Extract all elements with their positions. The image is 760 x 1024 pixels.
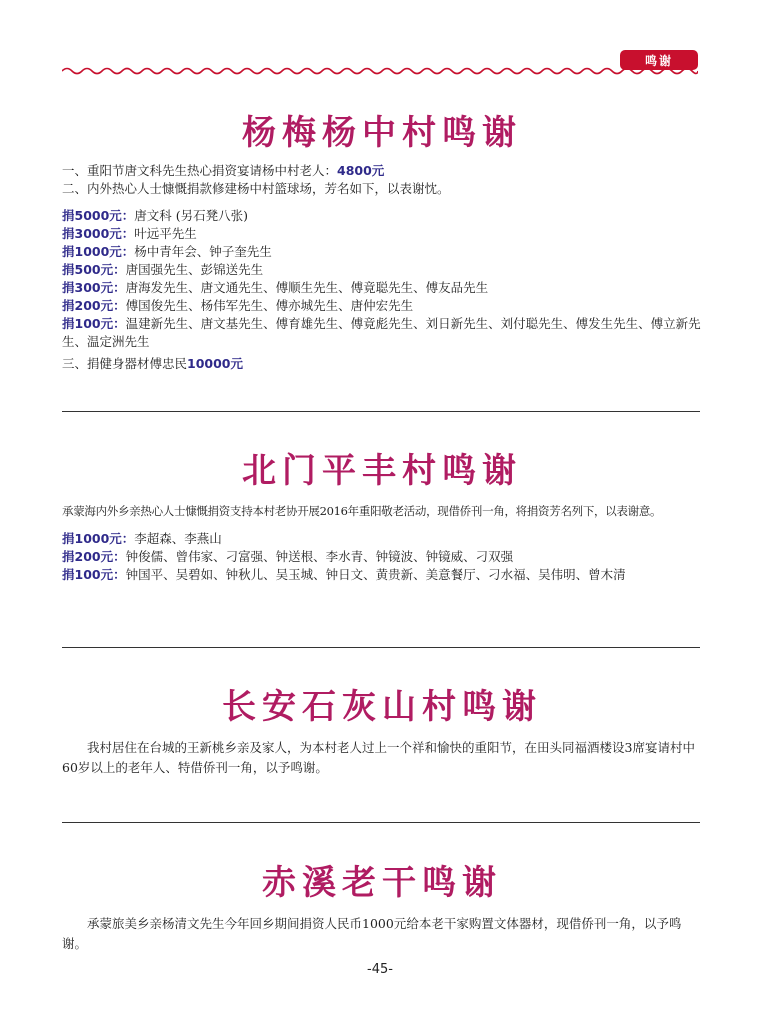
donation-row <box>62 566 702 584</box>
item-3-text: 三、捐健身器材傅忠民 <box>62 356 188 371</box>
donation-row <box>62 548 702 566</box>
donation-amount: 捐100元： <box>62 567 126 582</box>
donation-row <box>62 297 702 315</box>
donor-names: 唐文科 (另石凳八张) <box>134 208 249 223</box>
section-title: 赤溪老干鸣谢 <box>262 863 502 903</box>
donation-amount: 捐3000元： <box>62 226 135 241</box>
page-number: -45- <box>367 962 393 977</box>
donor-names: 温建新先生、唐文基先生、傅育雄先生、傅竟彪先生、刘日新先生、刘付聪先生、傅发生先生、傅立新先生、温定洲先生 <box>62 316 701 349</box>
item-1-amount: 4800元 <box>337 163 385 178</box>
section-divider <box>62 411 700 412</box>
section-yangzhong <box>62 112 702 373</box>
donation-amount: 捐200元： <box>62 298 126 313</box>
donation-row <box>62 315 702 351</box>
item-2: 二、内外热心人士慷慨捐款修建杨中村篮球场，芳名如下，以表谢忱。 <box>62 181 450 196</box>
donor-names: 叶远平先生 <box>134 226 197 241</box>
section-title: 长安石灰山村鸣谢 <box>222 687 542 727</box>
section-title: 杨梅杨中村鸣谢 <box>242 113 522 153</box>
section-chixi <box>62 862 702 954</box>
donation-row <box>62 225 702 243</box>
item-3 <box>62 355 702 373</box>
donation-row <box>62 207 702 225</box>
donor-names: 杨中青年会、钟子奎先生 <box>134 244 272 259</box>
decorative-wave-border <box>62 66 698 76</box>
donation-list <box>62 207 702 351</box>
donation-amount: 捐300元： <box>62 280 126 295</box>
donor-names: 钟俊儒、曾伟家、刁富强、钟送根、李水青、钟镜波、钟镜威、刁双强 <box>125 549 514 564</box>
item-1 <box>62 162 702 180</box>
section-text: 我村居住在台城的王新桃乡亲及家人，为本村老人过上一个祥和愉快的重阳节，在田头同福酒楼设3席宴请村中60岁以上的老年人、特借侨刊一角，以予鸣谢。 <box>62 740 695 775</box>
item-1-text: 一、重阳节唐文科先生热心捐资宴请杨中村老人： <box>62 163 338 178</box>
donation-list <box>62 530 702 584</box>
section-divider <box>62 647 700 648</box>
section-badge: 鸣谢 <box>620 50 698 70</box>
donation-amount: 捐100元： <box>62 316 126 331</box>
section-divider <box>62 822 700 823</box>
donor-names: 唐国强先生、彭锦送先生 <box>125 262 264 277</box>
section-intro: 承蒙海内外乡亲热心人士慷慨捐资支持本村老协开展2016年重阳敬老活动，现借侨刊一角，将捐资芳名列下，以表谢意。 <box>62 504 662 518</box>
donor-names: 唐海发先生、唐文通先生、傅顺生先生、傅竟聪先生、傅友品先生 <box>125 280 489 295</box>
donation-row <box>62 279 702 297</box>
donation-amount: 捐500元： <box>62 262 126 277</box>
section-text: 承蒙旅美乡亲杨清文先生今年回乡期间捐资人民币1000元给本老干家购置文体器材，现借侨刊一角，以予鸣谢。 <box>62 916 682 951</box>
donor-names: 钟国平、吴碧如、钟秋儿、吴玉城、钟日文、黄贵新、美意餐厅、刁水福、吴伟明、曾木清 <box>125 567 626 582</box>
donation-row <box>62 261 702 279</box>
section-title: 北门平丰村鸣谢 <box>242 451 522 491</box>
section-shihuishan <box>62 686 702 778</box>
donor-names: 李超森、李燕山 <box>134 531 222 546</box>
donation-amount: 捐1000元： <box>62 244 135 259</box>
donation-amount: 捐5000元： <box>62 208 135 223</box>
donation-amount: 捐200元： <box>62 549 126 564</box>
donor-names: 傅国俊先生、杨伟军先生、傅亦城先生、唐仲宏先生 <box>125 298 414 313</box>
item-3-amount: 10000元 <box>187 356 244 371</box>
donation-row <box>62 530 702 548</box>
donation-row <box>62 243 702 261</box>
donation-amount: 捐1000元： <box>62 531 135 546</box>
section-pingfeng <box>62 450 702 584</box>
